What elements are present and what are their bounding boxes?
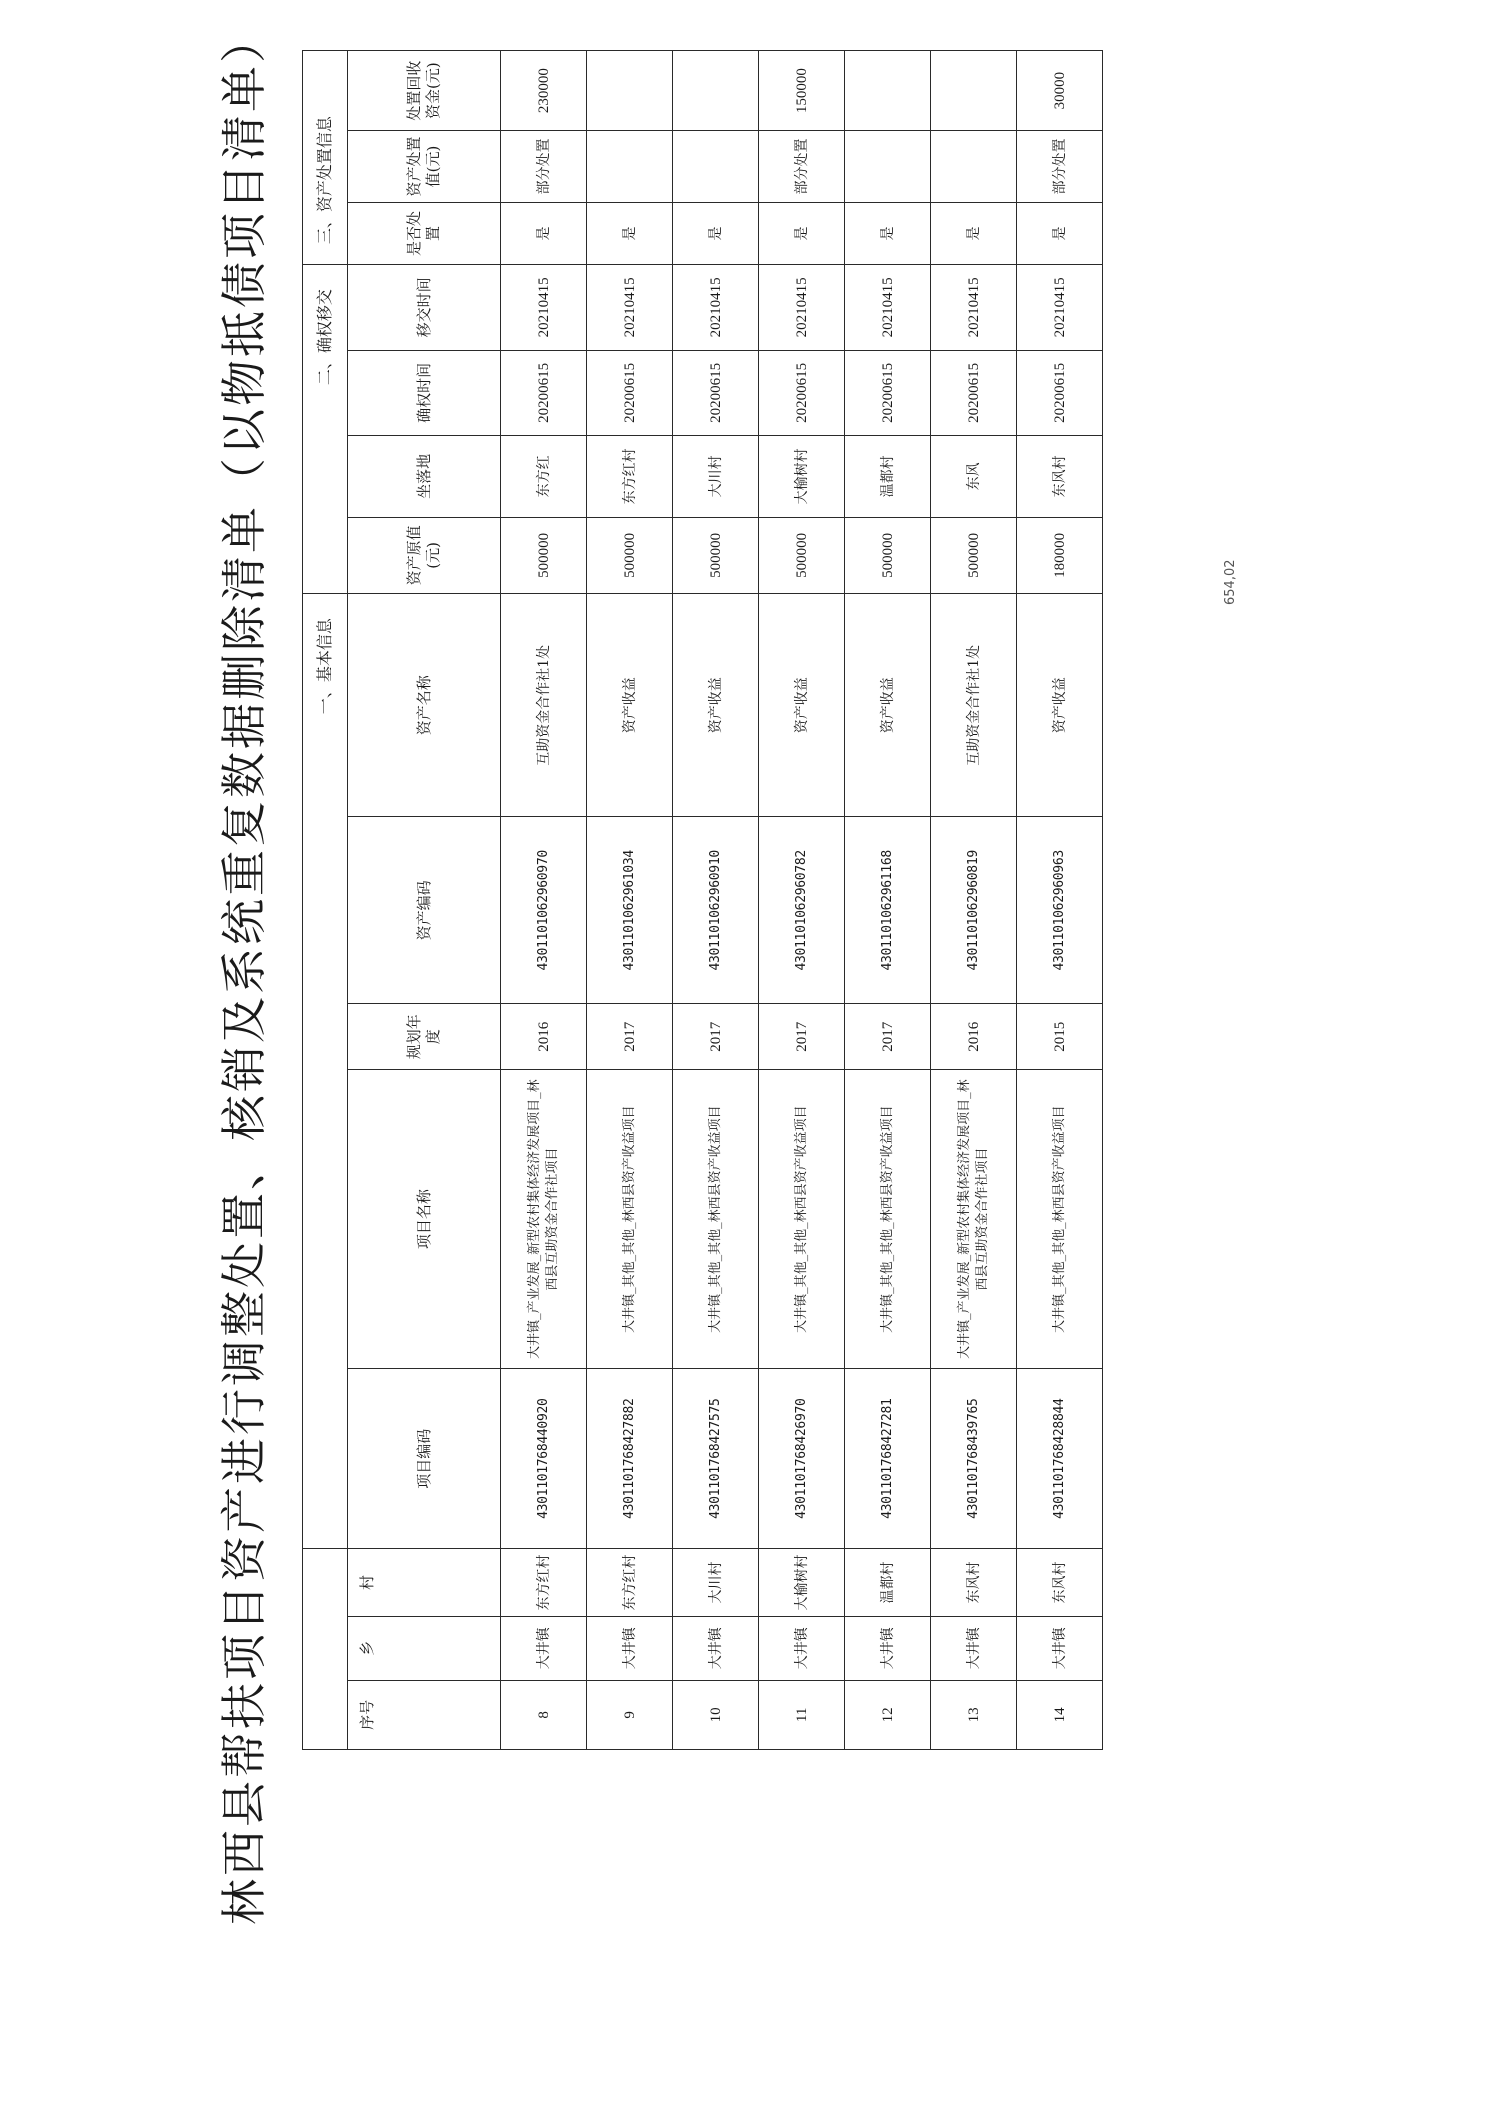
cell-project-code: 430110176843​9765 [931, 1369, 1017, 1549]
cell-asset-name: 资产收益 [845, 594, 931, 817]
table-body [501, 51, 1103, 1750]
cell-project-code: 430110176842​6970 [759, 1369, 845, 1549]
table-row [759, 51, 845, 1750]
cell-location: 大川村 [673, 436, 759, 517]
cell-asset-name: 资产收益 [1017, 594, 1103, 817]
col-header-township: 乡 [348, 1616, 501, 1680]
cell-plan-year: 2017 [587, 1004, 673, 1070]
cell-confirm-date: 20200615 [587, 350, 673, 436]
cell-seq: 13 [931, 1680, 1017, 1749]
cell-disposal-value: 部分处置 [759, 131, 845, 203]
col-header-recovered-funds: 处置回收资金(元) [348, 51, 501, 131]
cell-disposal-value [931, 131, 1017, 203]
cell-location: 大榆树村 [759, 436, 845, 517]
cell-township: 大井镇 [1017, 1616, 1103, 1680]
cell-location: 东风村 [1017, 436, 1103, 517]
cell-confirm-date: 20200615 [673, 350, 759, 436]
col-header-original-value: 资产原值(元) [348, 517, 501, 594]
section-blank [303, 1549, 348, 1750]
col-header-transfer-date: 移交时间 [348, 265, 501, 351]
cell-project-code: 430110176842​7575 [673, 1369, 759, 1549]
cell-seq: 10 [673, 1680, 759, 1749]
cell-recovered-funds [845, 51, 931, 131]
cell-asset-code: 430110106296​0910 [673, 817, 759, 1004]
cell-project-code: 43011017684409​20 [501, 1369, 587, 1549]
col-header-confirm-date: 确权时间 [348, 350, 501, 436]
cell-disposal-value [587, 131, 673, 203]
cell-location: 温都村 [845, 436, 931, 517]
col-header-location: 坐落地 [348, 436, 501, 517]
cell-location: 东风 [931, 436, 1017, 517]
cell-project-name: 大井镇_其他_其他_林西县资产收益项目 [759, 1070, 845, 1369]
section-header-row [303, 51, 348, 1750]
cell-disposal-value: 部分处置 [1017, 131, 1103, 203]
cell-seq: 8 [501, 1680, 587, 1749]
table-row [845, 51, 931, 1750]
cell-transfer-date: 20210415 [673, 265, 759, 351]
section-rights-transfer: 二、确权移交 [303, 265, 348, 594]
cell-confirm-date: 20200615 [845, 350, 931, 436]
cell-project-name: 大井镇_其他_其他_林西县资产收益项目 [587, 1070, 673, 1369]
cell-plan-year: 2017 [759, 1004, 845, 1070]
cell-township: 大井镇 [759, 1616, 845, 1680]
cell-confirm-date: 20200615 [501, 350, 587, 436]
cell-asset-name: 资产收益 [587, 594, 673, 817]
cell-plan-year: 2016 [931, 1004, 1017, 1070]
cell-confirm-date: 20200615 [1017, 350, 1103, 436]
cell-original-value: 500000 [931, 517, 1017, 594]
table-row [673, 51, 759, 1750]
cell-plan-year: 2017 [845, 1004, 931, 1070]
cell-asset-code: 430110106296​1168 [845, 817, 931, 1004]
asset-disposal-table [302, 50, 1103, 1750]
col-header-village: 村 [348, 1549, 501, 1616]
cell-project-code: 430110176842​8844 [1017, 1369, 1103, 1549]
cell-transfer-date: 20210415 [1017, 265, 1103, 351]
cell-asset-code: 430110106296​1034 [587, 817, 673, 1004]
cell-disposal-value [673, 131, 759, 203]
cell-transfer-date: 20210415 [501, 265, 587, 351]
cell-recovered-funds [587, 51, 673, 131]
cell-location: 东方红村 [587, 436, 673, 517]
cell-township: 大井镇 [673, 1616, 759, 1680]
col-header-asset-code: 资产编码 [348, 817, 501, 1004]
col-header-asset-name: 资产名称 [348, 594, 501, 817]
cell-transfer-date: 20210415 [845, 265, 931, 351]
cell-recovered-funds [931, 51, 1017, 131]
cell-confirm-date: 20200615 [759, 350, 845, 436]
cell-seq: 11 [759, 1680, 845, 1749]
cell-seq: 14 [1017, 1680, 1103, 1749]
cell-recovered-funds: 150000 [759, 51, 845, 131]
cell-disposal-value: 部分处置 [501, 131, 587, 203]
cell-project-name: 大井镇_其他_其他_林西县资产收益项目 [845, 1070, 931, 1369]
cell-original-value: 180000 [1017, 517, 1103, 594]
col-header-plan-year: 规划年度 [348, 1004, 501, 1070]
cell-project-name: 大井镇_产业发展_新型农村集体经济发展项目_林西县互助资金合作社项目 [931, 1070, 1017, 1369]
cell-original-value: 500000 [673, 517, 759, 594]
col-header-seq: 序号 [348, 1680, 501, 1749]
cell-asset-code: 430110106296​0782 [759, 817, 845, 1004]
cell-transfer-date: 20210415 [759, 265, 845, 351]
table-row [1017, 51, 1103, 1750]
cell-disposal-value [845, 131, 931, 203]
cell-disposed: 是 [931, 202, 1017, 264]
cell-project-code: 430110176842​7281 [845, 1369, 931, 1549]
cell-recovered-funds: 230000 [501, 51, 587, 131]
cell-disposed: 是 [845, 202, 931, 264]
cell-disposed: 是 [673, 202, 759, 264]
col-header-disposed: 是否处置 [348, 202, 501, 264]
section-basic-info: 一、基本信息 [303, 594, 348, 1549]
cell-disposed: 是 [501, 202, 587, 264]
cell-asset-code: 430110106296​0970 [501, 817, 587, 1004]
cell-project-code: 430110176842​7882 [587, 1369, 673, 1549]
cell-asset-code: 430110106296​0819 [931, 817, 1017, 1004]
table-row [931, 51, 1017, 1750]
cell-village: 东风村 [1017, 1549, 1103, 1616]
page-number: 654,02 [1223, 559, 1238, 605]
cell-disposed: 是 [1017, 202, 1103, 264]
cell-township: 大井镇 [501, 1616, 587, 1680]
cell-asset-name: 互助资金合作社1处 [501, 594, 587, 817]
document-title: 林西县帮扶项目资产进行调整处置、核销及系统重复数据删除清单（以物抵债项目清单） [217, 14, 271, 1925]
cell-project-name: 大井镇_产业发展_新型农村集体经济发展项目_林西县互助资金合作社项目 [501, 1070, 587, 1369]
cell-original-value: 500000 [759, 517, 845, 594]
cell-original-value: 500000 [845, 517, 931, 594]
col-header-project-code: 项目编码 [348, 1369, 501, 1549]
cell-disposed: 是 [587, 202, 673, 264]
cell-asset-name: 资产收益 [673, 594, 759, 817]
col-header-disposal-value: 资产处置值(元) [348, 131, 501, 203]
cell-asset-code: 430110106296​0963 [1017, 817, 1103, 1004]
cell-asset-name: 资产收益 [759, 594, 845, 817]
cell-project-name: 大井镇_其他_其他_林西县资产收益项目 [1017, 1070, 1103, 1369]
cell-asset-name: 互助资金合作社1处 [931, 594, 1017, 817]
cell-township: 大井镇 [845, 1616, 931, 1680]
cell-location: 东方红 [501, 436, 587, 517]
col-header-project-name: 项目名称 [348, 1070, 501, 1369]
cell-village: 大川村 [673, 1549, 759, 1616]
cell-recovered-funds: 30000 [1017, 51, 1103, 131]
cell-project-name: 大井镇_其他_其他_林西县资产收益项目 [673, 1070, 759, 1369]
table-row [501, 51, 587, 1750]
rotated-landscape-sheet [0, 14, 1488, 2050]
cell-plan-year: 2017 [673, 1004, 759, 1070]
cell-village: 温都村 [845, 1549, 931, 1616]
cell-village: 东风村 [931, 1549, 1017, 1616]
cell-seq: 12 [845, 1680, 931, 1749]
cell-village: 东方红村 [587, 1549, 673, 1616]
section-disposal-info: 三、资产处置信息 [303, 51, 348, 265]
cell-confirm-date: 20200615 [931, 350, 1017, 436]
cell-disposed: 是 [759, 202, 845, 264]
cell-township: 大井镇 [931, 1616, 1017, 1680]
cell-village: 东方红村 [501, 1549, 587, 1616]
cell-plan-year: 2015 [1017, 1004, 1103, 1070]
cell-original-value: 500000 [587, 517, 673, 594]
table-row [587, 51, 673, 1750]
cell-original-value: 500000 [501, 517, 587, 594]
cell-transfer-date: 20210415 [587, 265, 673, 351]
cell-plan-year: 2016 [501, 1004, 587, 1070]
cell-township: 大井镇 [587, 1616, 673, 1680]
cell-seq: 9 [587, 1680, 673, 1749]
cell-recovered-funds [673, 51, 759, 131]
column-header-row [348, 51, 501, 1750]
cell-transfer-date: 20210415 [931, 265, 1017, 351]
cell-village: 大榆树村 [759, 1549, 845, 1616]
